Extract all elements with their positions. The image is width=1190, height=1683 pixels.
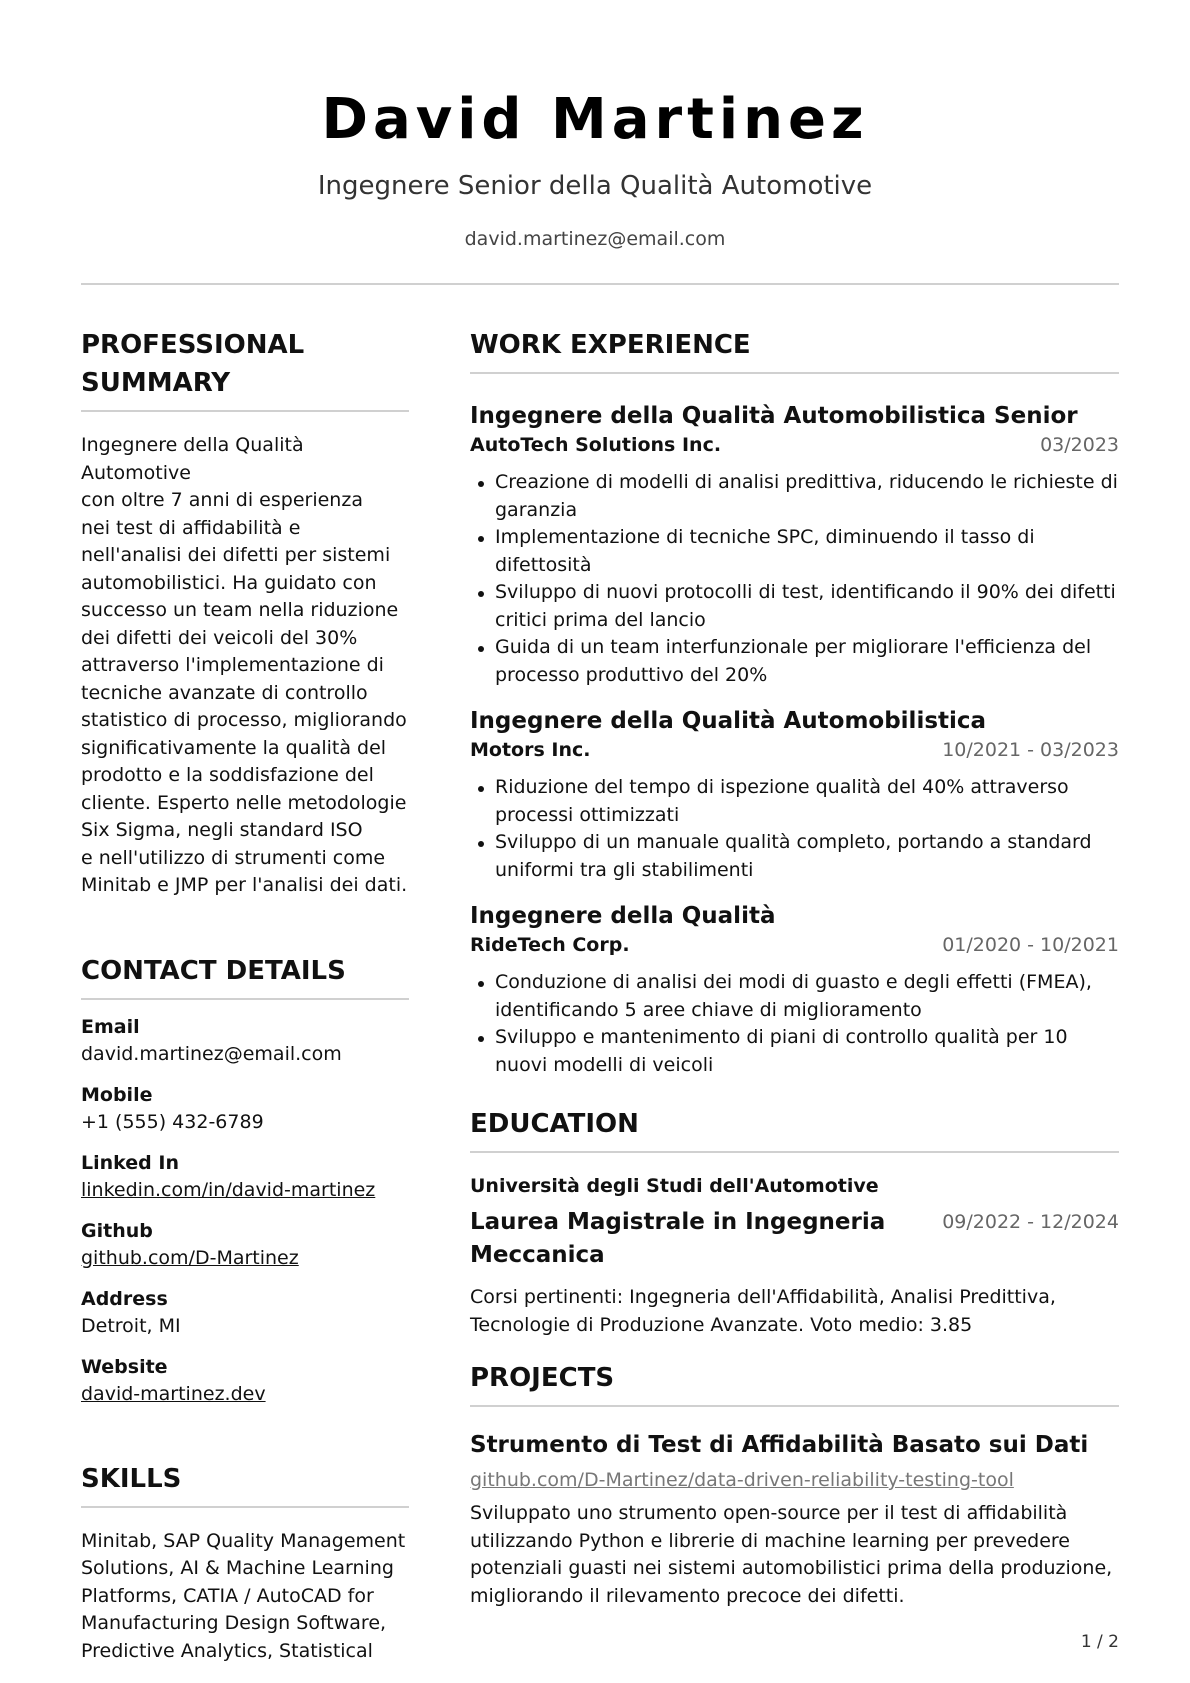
project-title: Strumento di Test di Affidabilità Basato sui Dati <box>470 1432 1089 1458</box>
education-date: 09/2022 - 12/2024 <box>942 1211 1119 1233</box>
candidate-title: Ingegnere Senior della Qualità Automotive <box>317 171 873 201</box>
experience-heading: WORK EXPERIENCE <box>470 330 751 360</box>
left-column <box>81 326 409 1665</box>
experience-section <box>470 326 1119 1079</box>
contact-label: Email <box>81 1015 140 1038</box>
project-description: Sviluppato uno strumento open-source per il test di affidabilità utilizzando Python e librerie di machine learning per prevedere potenziali guasti nei sistemi automobilistici prima della produzione, migliorando il rilevamento precoce dei difetti. <box>470 1502 1113 1607</box>
company-name: Motors Inc. <box>470 739 591 761</box>
bullet-item: Creazione di modelli di analisi predittiva, riducendo le richieste di garanzia <box>470 469 1119 524</box>
header-divider <box>81 283 1119 285</box>
contact-label: Address <box>81 1287 168 1310</box>
projects-heading: PROJECTS <box>470 1363 615 1393</box>
job-bullets <box>470 969 1119 1079</box>
school-name: Università degli Studi dell'Automotive <box>470 1175 879 1197</box>
github-link[interactable]: github.com/D-Martinez <box>81 1246 299 1269</box>
education-section <box>470 1105 1119 1339</box>
contact-linkedin <box>81 1150 409 1204</box>
education-description: Corsi pertinenti: Ingegneria dell'Affidabilità, Analisi Predittiva, Tecnologie di Produzione Avanzate. Voto medio: 3.85 <box>470 1286 1056 1336</box>
bullet-item: Conduzione di analisi dei modi di guasto e degli effetti (FMEA), identificando 5 aree chiave di miglioramento <box>470 969 1119 1024</box>
linkedin-link[interactable]: linkedin.com/in/david-martinez <box>81 1178 376 1201</box>
company-name: AutoTech Solutions Inc. <box>470 434 722 456</box>
section-divider <box>470 1405 1119 1407</box>
degree-title: Laurea Magistrale in Ingegneria Meccanica <box>470 1209 886 1268</box>
contact-mobile-value: +1 (555) 432-6789 <box>81 1110 264 1133</box>
projects-section <box>470 1359 1119 1610</box>
company-name: RideTech Corp. <box>470 934 630 956</box>
job-date: 03/2023 <box>1040 434 1119 456</box>
education-heading: EDUCATION <box>470 1109 639 1139</box>
job-title: Ingegnere della Qualità Automobilistica <box>470 708 987 734</box>
contact-github <box>81 1218 409 1272</box>
page-number: 1 / 2 <box>1080 1632 1119 1652</box>
bullet-item: Riduzione del tempo di ispezione qualità del 40% attraverso processi ottimizzati <box>470 774 1119 829</box>
project-entry <box>470 1429 1119 1610</box>
job-date: 10/2021 - 03/2023 <box>942 739 1119 761</box>
contact-address-value: Detroit, MI <box>81 1314 181 1337</box>
contact-label: Mobile <box>81 1083 153 1106</box>
contact-label: Website <box>81 1355 168 1378</box>
section-divider <box>470 1151 1119 1153</box>
contact-email-value[interactable]: david.martinez@email.com <box>81 1042 342 1065</box>
summary-heading: PROFESSIONAL SUMMARY <box>81 330 305 398</box>
contact-mobile <box>81 1082 409 1136</box>
job-entry <box>470 400 1119 689</box>
skills-section <box>81 1460 409 1666</box>
header-email: david.martinez@email.com <box>464 228 726 250</box>
job-title: Ingegnere della Qualità Automobilistica Senior <box>470 403 1078 429</box>
job-bullets <box>470 774 1119 884</box>
section-divider <box>470 372 1119 374</box>
contact-heading: CONTACT DETAILS <box>81 955 346 986</box>
bullet-item: Sviluppo e mantenimento di piani di controllo qualità per 10 nuovi modelli di veicoli <box>470 1024 1119 1079</box>
bullet-item: Sviluppo di nuovi protocolli di test, identificando il 90% dei difetti critici prima del lancio <box>470 579 1119 634</box>
job-entry <box>470 705 1119 884</box>
job-title: Ingegnere della Qualità <box>470 903 776 929</box>
bullet-item: Implementazione di tecniche SPC, diminuendo il tasso di difettosità <box>470 524 1119 579</box>
bullet-item: Guida di un team interfunzionale per migliorare l'efficienza del processo produttivo del 20% <box>470 634 1119 689</box>
contact-address <box>81 1286 409 1340</box>
contact-label: Github <box>81 1219 153 1242</box>
section-divider <box>81 1506 409 1508</box>
contact-website <box>81 1354 409 1408</box>
bullet-item: Sviluppo di un manuale qualità completo, portando a standard uniformi tra gli stabilimenti <box>470 829 1119 884</box>
candidate-name: David Martinez <box>321 87 869 152</box>
skills-heading: SKILLS <box>81 1463 182 1494</box>
job-bullets <box>470 469 1119 689</box>
skills-text: Minitab, SAP Quality Management Solutions, AI & Machine Learning Platforms, CATIA / AutoCAD for Manufacturing Design Software, Predictive Analytics, Statistical <box>81 1529 406 1662</box>
project-link[interactable]: github.com/D-Martinez/data-driven-reliability-testing-tool <box>470 1469 1014 1491</box>
website-link[interactable]: david-martinez.dev <box>81 1382 266 1405</box>
job-entry <box>470 900 1119 1079</box>
contact-email <box>81 1014 409 1068</box>
right-column <box>470 326 1119 1610</box>
section-divider <box>81 410 409 412</box>
summary-section <box>81 326 409 900</box>
section-divider <box>81 998 409 1000</box>
contact-label: Linked In <box>81 1151 179 1174</box>
contact-section <box>81 952 409 1408</box>
job-date: 01/2020 - 10/2021 <box>942 934 1119 956</box>
summary-text: Ingegnere della Qualità Automotive con oltre 7 anni di esperienza nei test di affidabilità e nell'analisi dei difetti per sistemi automobilistici. Ha guidato con successo un team nella riduzione dei difetti dei veicoli del 30% attraverso l'implementazione di tecniche avanzate di controllo statistico di processo, migliorando significativamente la qualità del prodotto e la soddisfazione del cliente. Esperto nelle metodologie Six Sigma, negli standard ISO e nell'utilizzo di strumenti come Minitab e JMP per l'analisi dei dati. <box>81 434 408 896</box>
